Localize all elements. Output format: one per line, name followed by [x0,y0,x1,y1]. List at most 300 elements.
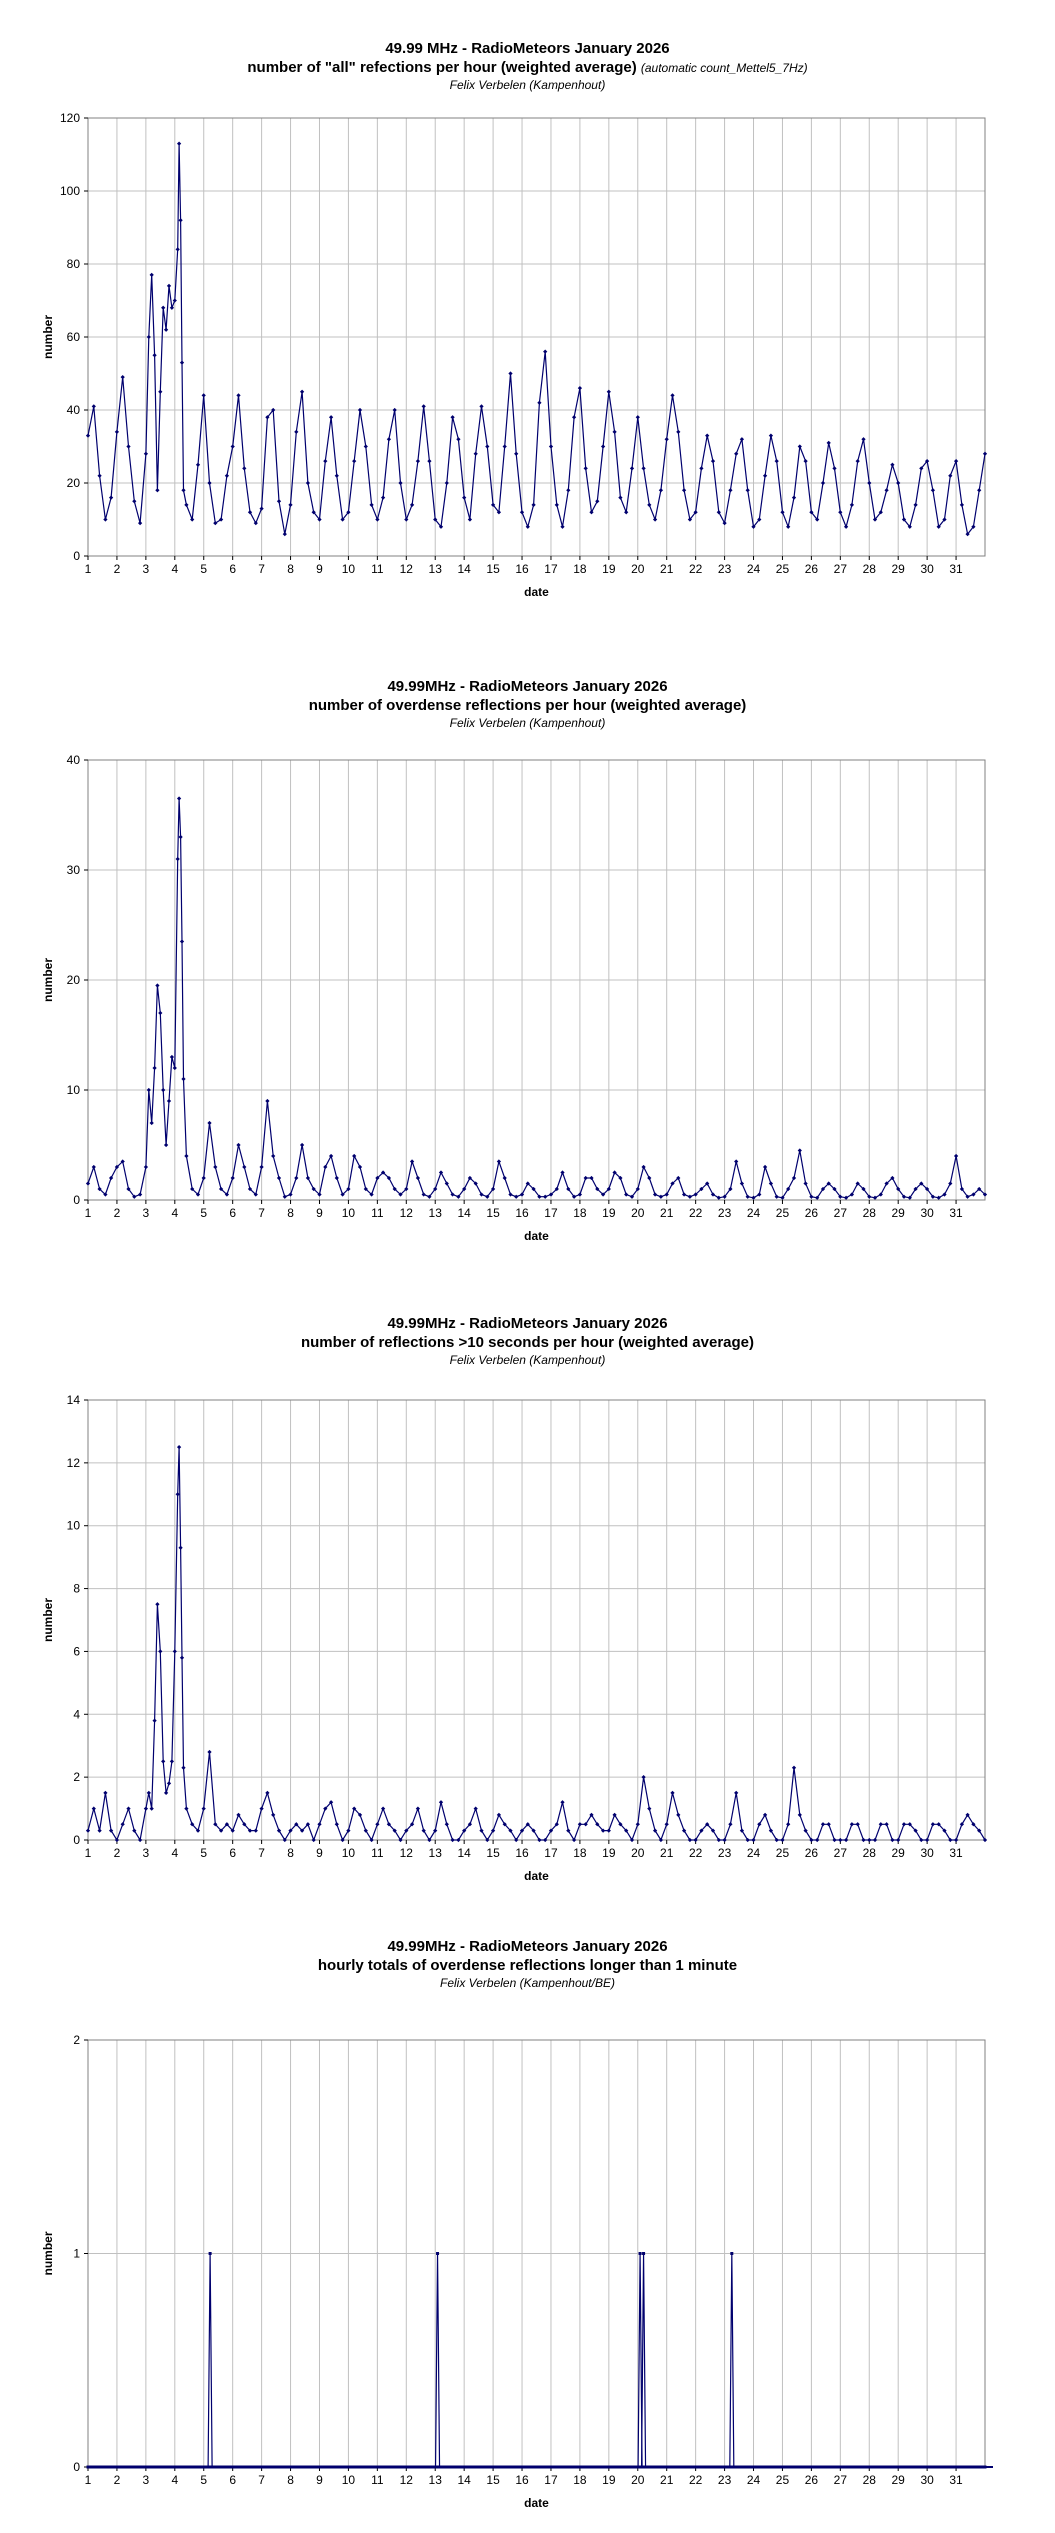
data-point [369,503,373,507]
x-tick-label: 29 [891,562,905,576]
x-tick-label: 26 [804,2473,819,2487]
data-point [180,939,184,943]
data-point [288,503,292,507]
data-point [555,503,559,507]
data-point [827,441,831,445]
data-point [126,444,130,448]
data-point [578,386,582,390]
x-tick-label: 29 [891,1206,905,1220]
x-tick-label: 27 [833,562,848,576]
data-point [647,1176,651,1180]
data-point [856,1822,860,1826]
x-tick-label: 3 [142,2473,150,2487]
data-point [560,1170,564,1174]
data-point [323,1165,327,1169]
data-point [445,1822,449,1826]
data-point [722,1838,726,1842]
x-tick-label: 9 [316,1846,323,1860]
data-point [231,1176,235,1180]
data-point [358,408,362,412]
data-point [173,298,177,302]
x-tick-label: 15 [486,2473,500,2487]
data-point [180,360,184,364]
x-tick-label: 31 [949,562,963,576]
data-point [300,1143,304,1147]
chart-credit: Felix Verbelen (Kampenhout) [449,716,606,730]
x-axis-label: date [524,2496,549,2510]
x-tick-label: 5 [200,1846,208,1860]
data-point [86,433,90,437]
series [86,1445,987,1842]
data-point [155,488,159,492]
data-point [746,1195,750,1199]
x-tick-label: 18 [573,2473,587,2487]
data-point [531,503,535,507]
x-tick-label: 7 [258,1846,265,1860]
data-point [844,525,848,529]
data-point [416,459,420,463]
data-point [624,510,628,514]
data-point [832,466,836,470]
data-point [416,1176,420,1180]
x-tick-label: 19 [602,1846,616,1860]
chart-subtitle-note: (automatic count_Mettel5_7Hz) [640,61,808,75]
data-point [601,444,605,448]
data-point [178,835,182,839]
data-point [181,488,185,492]
data-point [236,1143,240,1147]
data-point [618,495,622,499]
data-point [225,474,229,478]
data-point [167,1781,171,1785]
data-point [115,430,119,434]
data-point [170,1055,174,1059]
spike [642,2254,646,2468]
data-point [422,1192,426,1196]
x-tick-label: 1 [84,1846,92,1860]
data-point [207,1121,211,1125]
x-tick-label: 29 [891,1846,905,1860]
x-tick-label: 14 [457,562,471,576]
data-point [503,444,507,448]
x-tick-label: 17 [544,2473,558,2487]
x-tick-label: 9 [316,1206,323,1220]
plot-frame [88,1400,985,1840]
data-point [427,459,431,463]
data-point [954,459,958,463]
y-tick-label: 60 [66,330,80,344]
spike [436,2254,440,2468]
x-tick-label: 4 [171,1846,179,1860]
data-point [607,1828,611,1832]
chart-title: 49.99MHz - RadioMeteors January 2026 [387,1315,668,1332]
x-tick-label: 28 [862,2473,876,2487]
data-point [300,390,304,394]
data-point [158,390,162,394]
data-point [792,1176,796,1180]
x-tick-label: 17 [544,1846,558,1860]
data-point [520,510,524,514]
data-point [410,1159,414,1163]
series-line [88,1447,985,1840]
y-tick-label: 30 [66,863,80,877]
data-point [682,488,686,492]
data-point [566,488,570,492]
x-tick-label: 28 [862,1206,876,1220]
data-point [578,1192,582,1196]
data-point [861,437,865,441]
data-point [549,444,553,448]
x-tick-label: 12 [399,1206,413,1220]
x-tick-label: 4 [171,2473,179,2487]
y-tick-label: 2 [73,1770,80,1785]
x-tick-label: 23 [717,562,732,576]
data-point [607,390,611,394]
y-axis-label: number [41,1597,55,1643]
spike [208,2254,212,2468]
data-point [867,1838,871,1842]
data-point [856,459,860,463]
data-point [277,499,281,503]
x-tick-label: 8 [287,2473,294,2487]
data-point [375,517,379,521]
data-point [641,466,645,470]
data-point [746,488,750,492]
data-point [520,1192,524,1196]
x-tick-label: 3 [142,562,150,576]
data-point [728,1822,732,1826]
data-point [450,1192,454,1196]
data-point [439,1170,443,1174]
data-point [560,525,564,529]
data-point [560,1800,564,1804]
series [87,2252,994,2469]
data-point [161,306,165,310]
data-point [740,1181,744,1185]
x-tick-label: 11 [371,1846,384,1860]
x-tick-label: 3 [142,1846,150,1860]
data-point [306,481,310,485]
x-tick-label: 17 [544,562,558,576]
x-tick-label: 1 [84,1206,92,1220]
data-point [259,1165,263,1169]
data-point [873,1838,877,1842]
data-point [416,1806,420,1810]
data-point [954,1154,958,1158]
data-point [769,433,773,437]
x-axis-label: date [524,585,549,599]
data-point [271,1813,275,1817]
data-point [329,1154,333,1158]
x-tick-label: 14 [457,2473,471,2487]
data-point [584,1176,588,1180]
grid [88,760,985,1200]
data-point [659,488,663,492]
data-point [92,1165,96,1169]
x-tick-label: 11 [371,562,384,576]
data-point [786,1822,790,1826]
x-tick-label: 24 [746,1206,761,1220]
x-tick-label: 10 [341,1206,356,1220]
x-tick-label: 31 [949,2473,963,2487]
data-point [450,415,454,419]
x-tick-label: 18 [573,1846,587,1860]
x-tick-label: 22 [688,1846,703,1860]
data-point [393,408,397,412]
x-tick-label: 18 [573,562,587,576]
data-point [184,503,188,507]
data-point [636,1822,640,1826]
data-point [890,463,894,467]
x-tick-label: 21 [660,562,674,576]
x-tick-label: 16 [515,1846,529,1860]
data-point [177,141,181,145]
data-point [711,459,715,463]
data-point [647,1806,651,1810]
data-point [474,452,478,456]
data-point [121,1822,125,1826]
data-point [763,1165,767,1169]
x-tick-label: 6 [229,562,237,576]
data-point [144,1806,148,1810]
chart-credit: Felix Verbelen (Kampenhout/BE) [440,1976,615,1990]
data-point [92,404,96,408]
data-point [209,2252,212,2255]
x-tick-label: 23 [717,2473,732,2487]
x-tick-label: 9 [316,2473,323,2487]
y-tick-label: 40 [66,753,80,767]
y-tick-label: 0 [73,549,80,563]
y-tick-label: 10 [66,1083,80,1097]
series [86,796,987,1200]
data-point [86,1181,90,1185]
x-tick-label: 2 [113,562,121,576]
data-point [734,1791,738,1795]
data-point [543,349,547,353]
data-point [144,1165,148,1169]
x-tick-label: 26 [804,1846,819,1860]
data-point [740,437,744,441]
data-point [479,404,483,408]
data-point [641,1775,645,1779]
y-tick-label: 20 [66,973,80,987]
data-point [173,1066,177,1070]
chart-title: 49.99MHz - RadioMeteors January 2026 [387,1938,668,1955]
data-point [902,1822,906,1826]
data-point [699,466,703,470]
data-point [176,247,180,251]
data-point [152,353,156,357]
series [86,141,987,536]
data-point [867,481,871,485]
x-tick-label: 15 [486,1206,500,1220]
x-tick-label: 28 [862,1846,876,1860]
data-point [676,430,680,434]
y-tick-label: 80 [66,257,80,271]
data-point [207,481,211,485]
x-tick-label: 26 [804,562,819,576]
data-point [109,495,113,499]
axes [41,2033,963,2510]
data-point [798,1148,802,1152]
data-point [381,1806,385,1810]
data-point [769,1181,773,1185]
data-point [259,506,263,510]
data-point [150,1121,154,1125]
data-point [670,393,674,397]
data-point [283,532,287,536]
series-line [88,144,985,534]
chart-panel-2 [0,640,1055,1260]
data-point [242,466,246,470]
data-point [97,474,101,478]
data-point [543,1195,547,1199]
data-point [410,503,414,507]
data-point [164,1791,168,1795]
data-point [798,444,802,448]
data-point [450,1838,454,1842]
data-point [722,521,726,525]
x-tick-label: 22 [688,2473,703,2487]
data-point [983,452,987,456]
series-line [88,799,985,1198]
chart-subtitle: number of overdense reflections per hour (weighted average) [308,697,747,714]
x-tick-label: 19 [602,562,616,576]
data-point [676,1813,680,1817]
data-point [786,525,790,529]
data-point [335,474,339,478]
x-tick-label: 21 [660,1206,674,1220]
x-tick-label: 12 [399,2473,413,2487]
data-point [884,488,888,492]
chart-plot [0,0,1055,630]
data-point [254,1828,258,1832]
data-point [147,1088,151,1092]
data-point [803,459,807,463]
data-point [180,1656,184,1660]
x-tick-label: 28 [862,562,876,576]
data-point [508,371,512,375]
data-point [254,521,258,525]
x-tick-label: 25 [775,562,790,576]
data-point [948,1181,952,1185]
data-point [158,1011,162,1015]
x-tick-label: 6 [229,1846,237,1860]
data-point [792,1766,796,1770]
x-tick-label: 23 [717,1846,732,1860]
data-point [439,1800,443,1804]
x-tick-label: 2 [113,1846,121,1860]
data-point [176,857,180,861]
data-point [798,1813,802,1817]
data-point [132,499,136,503]
data-point [167,284,171,288]
data-point [659,1195,663,1199]
data-point [665,1192,669,1196]
data-point [306,1176,310,1180]
chart-credit: Felix Verbelen (Kampenhout) [449,1353,606,1367]
chart-subtitle-text: number of "all" refections per hour (weighted average) [247,59,637,76]
data-point [202,1806,206,1810]
data-point [850,1822,854,1826]
data-point [184,1154,188,1158]
x-tick-label: 2 [113,2473,121,2487]
data-point [526,525,530,529]
data-point [653,1192,657,1196]
data-point [653,517,657,521]
chart-title: 49.99 MHz - RadioMeteors January 2026 [385,40,670,57]
x-tick-label: 22 [688,562,703,576]
baseline-point [984,2466,987,2469]
data-point [381,495,385,499]
spike [730,2254,734,2468]
data-point [665,1822,669,1826]
data-point [775,1195,779,1199]
data-point [329,415,333,419]
x-tick-label: 13 [428,1846,442,1860]
x-tick-label: 11 [371,1206,384,1220]
data-point [375,1822,379,1826]
x-tick-label: 27 [833,2473,848,2487]
data-point [595,499,599,503]
x-tick-label: 13 [428,1206,442,1220]
data-point [265,1791,269,1795]
x-tick-label: 27 [833,1206,848,1220]
data-point [335,1822,339,1826]
data-point [155,983,159,987]
data-point [150,1806,154,1810]
y-tick-label: 8 [73,1581,80,1596]
data-point [202,1176,206,1180]
data-point [884,1822,888,1826]
data-point [589,510,593,514]
data-point [147,335,151,339]
x-tick-label: 15 [486,562,500,576]
x-tick-label: 19 [602,1206,616,1220]
data-point [312,1838,316,1842]
data-point [578,1822,582,1826]
data-point [641,1165,645,1169]
y-tick-label: 0 [73,1193,80,1207]
x-tick-label: 4 [171,1206,179,1220]
data-point [178,218,182,222]
x-tick-label: 30 [920,1206,934,1220]
y-tick-label: 2 [73,2033,80,2047]
x-tick-label: 26 [804,1206,819,1220]
y-tick-label: 1 [73,2246,80,2261]
data-point [184,1806,188,1810]
data-point [879,1822,883,1826]
x-tick-label: 25 [775,2473,790,2487]
data-point [815,1838,819,1842]
data-point [358,1165,362,1169]
data-point [404,517,408,521]
x-tick-label: 20 [631,562,645,576]
data-point [265,1099,269,1103]
data-point [181,1077,185,1081]
x-tick-label: 8 [287,1846,294,1860]
data-point [161,1088,165,1092]
x-tick-label: 10 [341,562,356,576]
y-tick-label: 120 [59,111,80,125]
data-point [155,1602,159,1606]
data-point [387,437,391,441]
data-point [294,1176,298,1180]
data-point [190,517,194,521]
data-point [832,1838,836,1842]
x-tick-label: 14 [457,1846,471,1860]
y-tick-label: 20 [66,476,80,490]
